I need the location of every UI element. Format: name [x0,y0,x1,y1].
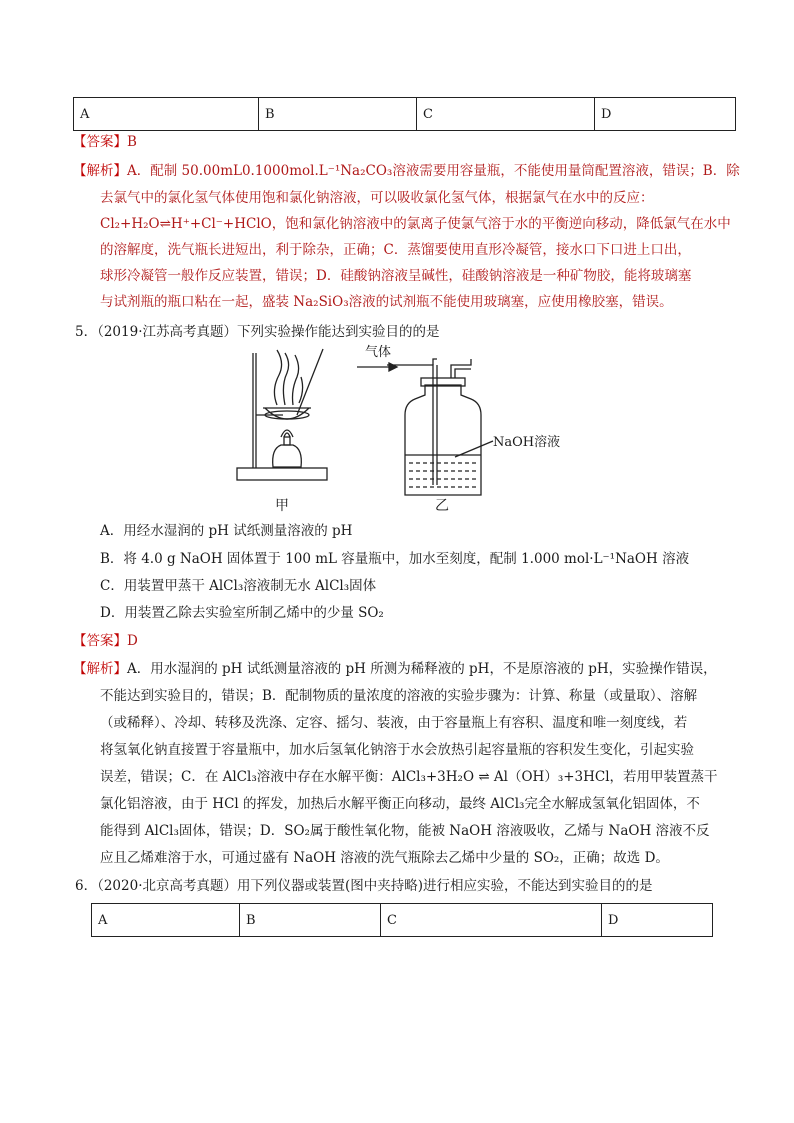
q4-option-d: D [595,98,736,131]
q4-options-table [73,97,736,131]
q5-analysis-line-2: 不能达到实验目的，错误；B．配制物质的量浓度的溶液的实验步骤为：计算、称量（或量取）、溶解 [100,688,698,704]
q5-choice-d: D．用装置乙除去实验室所制乙烯中的少量 SO₂ [100,605,384,621]
stand-base [237,468,327,480]
q5-analysis-line-7: 能得到 AlCl₃固体，错误；D．SO₂属于酸性氧化物，能被 NaOH 溶液吸收，乙烯与 NaOH 溶液不反 [100,823,710,839]
q5-analysis-line-8: 应且乙烯难溶于水，可通过盛有 NaOH 溶液的洗气瓶除去乙烯中少量的 SO₂，正确；故选 D。 [100,850,669,866]
q6-option-a: A [92,904,240,937]
q6-stem: 6．（2020·北京高考真题）用下列仪器或装置(图中夹持略)进行相应实验，不能达到实验目的的是 [75,878,653,894]
answer-value: D [127,633,138,649]
q4-analysis-line-3: Cl₂+H₂O⇌H⁺+Cl⁻+HClO，饱和氯化钠溶液中的氯离子使氯气溶于水的平衡逆向移动，降低氯气在水中 [100,216,731,232]
apparatus-diagram [225,345,585,515]
q4-answer [73,132,137,152]
q5-choice-b: B．将 4.0 g NaOH 固体置于 100 mL 容量瓶中，加水至刻度，配制 1.000 mol·L⁻¹NaOH 溶液 [100,551,690,567]
q4-analysis-line-1: 【解析】A．配制 50.00mL0.1000mol.L⁻¹Na₂CO₃溶液需要用容量瓶，不能使用量筒配置溶液，错误；B．除 [73,163,740,179]
q5-analysis-line-3: （或稀释）、冷却、转移及洗涤、定容、摇匀、装液，由于容量瓶上有容积、温度和唯一刻度线，若 [100,715,688,731]
q5-analysis-line-6: 氯化铝溶液，由于 HCl 的挥发，加热后水解平衡正向移动，最终 AlCl₃完全水解成氢氧化铝固体，不 [100,796,700,812]
answer-tag: 【答案】 [73,633,127,649]
q4-analysis-line-4: 的溶解度，洗气瓶长进短出，利于除杂，正确；C．蒸馏要使用直形冷凝管，接水口下口进上口出， [100,242,691,258]
label-jia: 甲 [275,498,289,514]
q4-option-b: B [259,98,417,131]
label-naoh: NaOH溶液 [493,435,561,450]
glass-rod [297,349,323,415]
alcohol-lamp [273,445,302,467]
q5-figure [225,345,585,515]
analysis-tag: 【解析】 [73,661,127,677]
q6-option-b: B [240,904,381,937]
q5-analysis-line-5: 误差，错误；C．在 AlCl₃溶液中存在水解平衡：AlCl₃+3H₂O ⇌ Al（OH）₃+3HCl，若用甲装置蒸干 [100,769,718,785]
q5-stem: 5．（2019·江苏高考真题）下列实验操作能达到实验目的的是 [75,324,440,340]
q5-choice-a: A．用经水湿润的 pH 试纸测量溶液的 pH [100,523,353,539]
answer-value: B [127,134,137,150]
q4-analysis-line-6: 与试剂瓶的瓶口粘在一起，盛装 Na₂SiO₃溶液的试剂瓶不能使用玻璃塞，应使用橡胶塞，错误。 [100,294,673,310]
q5-choice-c: C．用装置甲蒸干 AlCl₃溶液制无水 AlCl₃固体 [100,578,377,594]
q4-analysis-line-2: 去氯气中的氯化氢气体使用饱和氯化钠溶液，可以吸收氯化氢气体，根据氯气在水中的反应： [100,190,654,206]
q5-answer [73,631,138,651]
q4-option-a: A [74,98,259,131]
label-gas: 气体 [365,345,392,360]
q5-analysis-line-4: 将氢氧化钠直接置于容量瓶中，加水后氢氧化钠溶于水会放热引起容量瓶的容积发生变化，引起实验 [100,742,694,758]
label-yi: 乙 [435,498,449,514]
answer-tag: 【答案】 [73,134,127,150]
q6-option-c: C [381,904,602,937]
q6-option-d: D [602,904,713,937]
analysis-tag: 【解析】 [73,163,127,179]
q4-analysis-line-5: 球形冷凝管一般作反应装置，错误；D．硅酸钠溶液呈碱性，硅酸钠溶液是一种矿物胶，能将玻璃塞 [100,268,692,284]
q6-options-table [91,903,713,937]
q5-analysis-line-1: 【解析】A．用水湿润的 pH 试纸测量溶液的 pH 所测为稀释液的 pH，不是原溶液的 pH，实验操作错误， [73,661,717,677]
q4-option-c: C [417,98,595,131]
